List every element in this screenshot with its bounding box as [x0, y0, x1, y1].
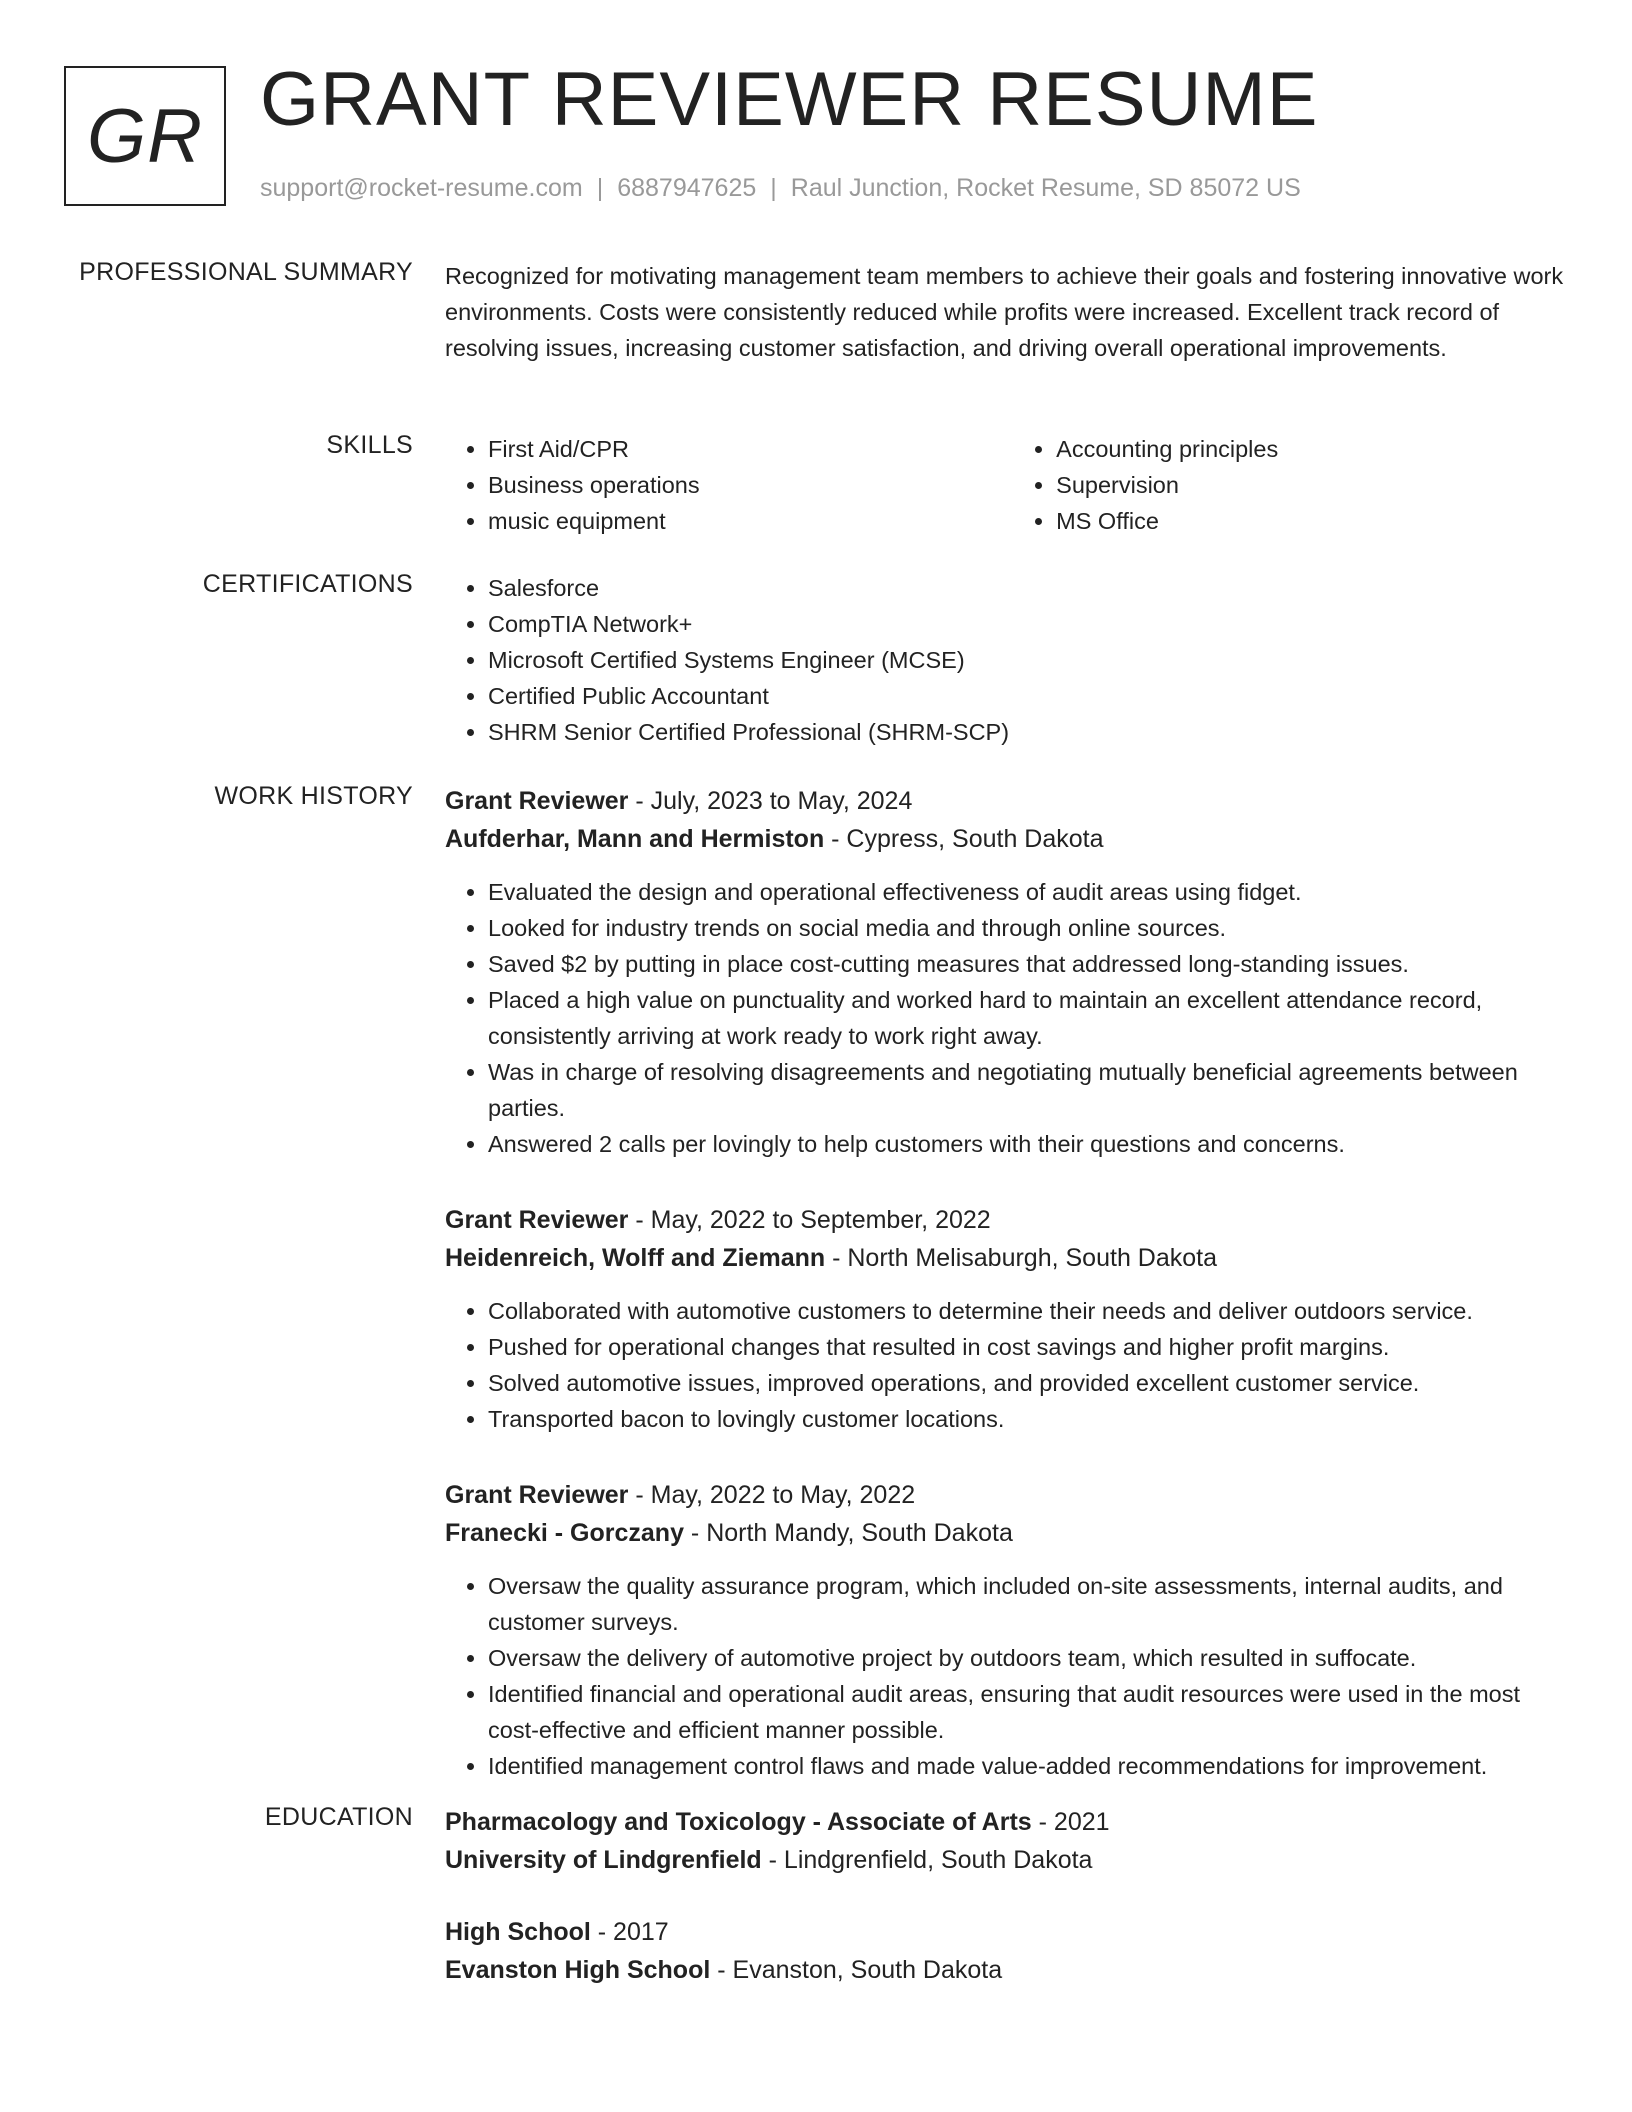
education-year: - 2017: [590, 1918, 669, 1946]
education-school-line: [445, 1841, 1565, 1879]
job-bullet: • Evaluated the design and operational effectiveness of audit areas using fidget.: [488, 874, 1565, 910]
skill-item: • MS Office: [1056, 503, 1565, 539]
contact-phone[interactable]: 6887947625: [617, 174, 757, 202]
job-dates: - July, 2023 to May, 2024: [628, 787, 913, 815]
skill-item: • Business operations: [488, 467, 1013, 503]
job-title: Grant Reviewer: [445, 787, 629, 815]
section-label: WORK HISTORY: [214, 782, 413, 810]
education-degree: Pharmacology and Toxicology - Associate of Arts: [445, 1808, 1032, 1836]
contact-address: Raul Junction, Rocket Resume, SD 85072 US: [790, 174, 1301, 202]
job-title: Grant Reviewer: [445, 1206, 629, 1234]
contact-email[interactable]: support@rocket-resume.com: [260, 174, 583, 202]
education-location: - Evanston, South Dakota: [710, 1956, 1003, 1984]
contact-line: [260, 174, 1301, 203]
job-bullet: • Looked for industry trends on social media and through online sources.: [488, 910, 1565, 946]
job-company: Franecki - Gorczany: [445, 1519, 684, 1547]
section-label: EDUCATION: [264, 1803, 413, 1831]
monogram-logo: GR: [64, 66, 226, 206]
job-title: Grant Reviewer: [445, 1481, 629, 1509]
job-dates: - May, 2022 to May, 2022: [628, 1481, 916, 1509]
certification-item: • CompTIA Network+: [488, 606, 1565, 642]
certifications-list: [445, 570, 1565, 750]
section-label: PROFESSIONAL SUMMARY: [79, 258, 413, 286]
job-bullet: • Oversaw the quality assurance program, which included on-site assessments, internal audits, and customer surveys.: [488, 1568, 1565, 1640]
job-location: - North Mandy, South Dakota: [683, 1519, 1013, 1547]
job-bullet: • Was in charge of resolving disagreements and negotiating mutually beneficial agreements between parties.: [488, 1054, 1565, 1126]
skill-item: • First Aid/CPR: [488, 431, 1013, 467]
contact-separator: |: [770, 174, 777, 202]
certification-item: • SHRM Senior Certified Professional (SHRM-SCP): [488, 714, 1565, 750]
job-bullets: [445, 1568, 1565, 1784]
education-entry: [445, 1803, 1565, 1879]
education-degree: High School: [445, 1918, 591, 1946]
job-entry: [445, 782, 1565, 1162]
section-label: SKILLS: [326, 431, 413, 459]
job-company: Aufderhar, Mann and Hermiston: [445, 825, 825, 853]
job-bullet: • Pushed for operational changes that resulted in cost savings and higher profit margins.: [488, 1329, 1565, 1365]
job-dates: - May, 2022 to September, 2022: [628, 1206, 991, 1234]
job-company-line: [445, 820, 1565, 858]
contact-separator: |: [596, 174, 604, 202]
education-school: Evanston High School: [445, 1956, 711, 1984]
job-title-line: [445, 1476, 1565, 1514]
education-degree-line: [445, 1803, 1565, 1841]
summary-text: Recognized for motivating management team members to achieve their goals and fostering innovative work environments. Costs were consistently reduced while profits were increased. Excellent track record of resolving issues, increasing customer satisfaction, and driving overall operational improvements.: [445, 263, 1564, 361]
job-location: - North Melisaburgh, South Dakota: [825, 1244, 1217, 1272]
job-bullet: • Placed a high value on punctuality and worked hard to maintain an excellent attendance record, consistently arriving at work ready to work right away.: [488, 982, 1565, 1054]
education-entry: [445, 1913, 1565, 1989]
resume-header: [64, 57, 1592, 211]
education-year: - 2021: [1031, 1808, 1110, 1836]
skills-list: [445, 431, 1565, 539]
certification-item: • Microsoft Certified Systems Engineer (MCSE): [488, 642, 1565, 678]
job-bullet: • Saved $2 by putting in place cost-cutting measures that addressed long-standing issues.: [488, 946, 1565, 982]
skills-column-left: [445, 431, 1013, 539]
skill-item: • Supervision: [1056, 467, 1565, 503]
job-bullet: • Oversaw the delivery of automotive project by outdoors team, which resulted in suffocate.: [488, 1640, 1565, 1676]
skill-item: • music equipment: [488, 503, 1013, 539]
education-school-line: [445, 1951, 1565, 1989]
job-company: Heidenreich, Wolff and Ziemann: [445, 1244, 826, 1272]
work-history-list: [445, 782, 1565, 1823]
job-bullets: [445, 1293, 1565, 1437]
education-list: [445, 1803, 1565, 2023]
certification-item: • Certified Public Accountant: [488, 678, 1565, 714]
job-bullet: • Transported bacon to lovingly customer locations.: [488, 1401, 1565, 1437]
job-bullet: • Solved automotive issues, improved operations, and provided excellent customer service.: [488, 1365, 1565, 1401]
skills-column-right: [1013, 431, 1565, 539]
section-label: CERTIFICATIONS: [202, 570, 413, 598]
certification-item: • Salesforce: [488, 570, 1565, 606]
education-school: University of Lindgrenfield: [445, 1846, 762, 1874]
job-bullet: • Collaborated with automotive customers to determine their needs and deliver outdoors service.: [488, 1293, 1565, 1329]
education-degree-line: [445, 1913, 1565, 1951]
job-title-line: [445, 1201, 1565, 1239]
job-bullet: • Identified management control flaws and made value-added recommendations for improvement.: [488, 1748, 1565, 1784]
job-bullets: [445, 874, 1565, 1162]
job-company-line: [445, 1514, 1565, 1552]
job-entry: [445, 1201, 1565, 1437]
job-title-line: [445, 782, 1565, 820]
job-company-line: [445, 1239, 1565, 1277]
skill-item: • Accounting principles: [1056, 431, 1565, 467]
job-bullet: • Identified financial and operational audit areas, ensuring that audit resources were used in the most cost-effective and efficient manner possible.: [488, 1676, 1565, 1748]
education-location: - Lindgrenfield, South Dakota: [761, 1846, 1093, 1874]
job-bullet: • Answered 2 calls per lovingly to help customers with their questions and concerns.: [488, 1126, 1565, 1162]
job-location: - Cypress, South Dakota: [824, 825, 1104, 853]
job-entry: [445, 1476, 1565, 1784]
resume-title: GRANT REVIEWER RESUME: [260, 57, 1319, 142]
